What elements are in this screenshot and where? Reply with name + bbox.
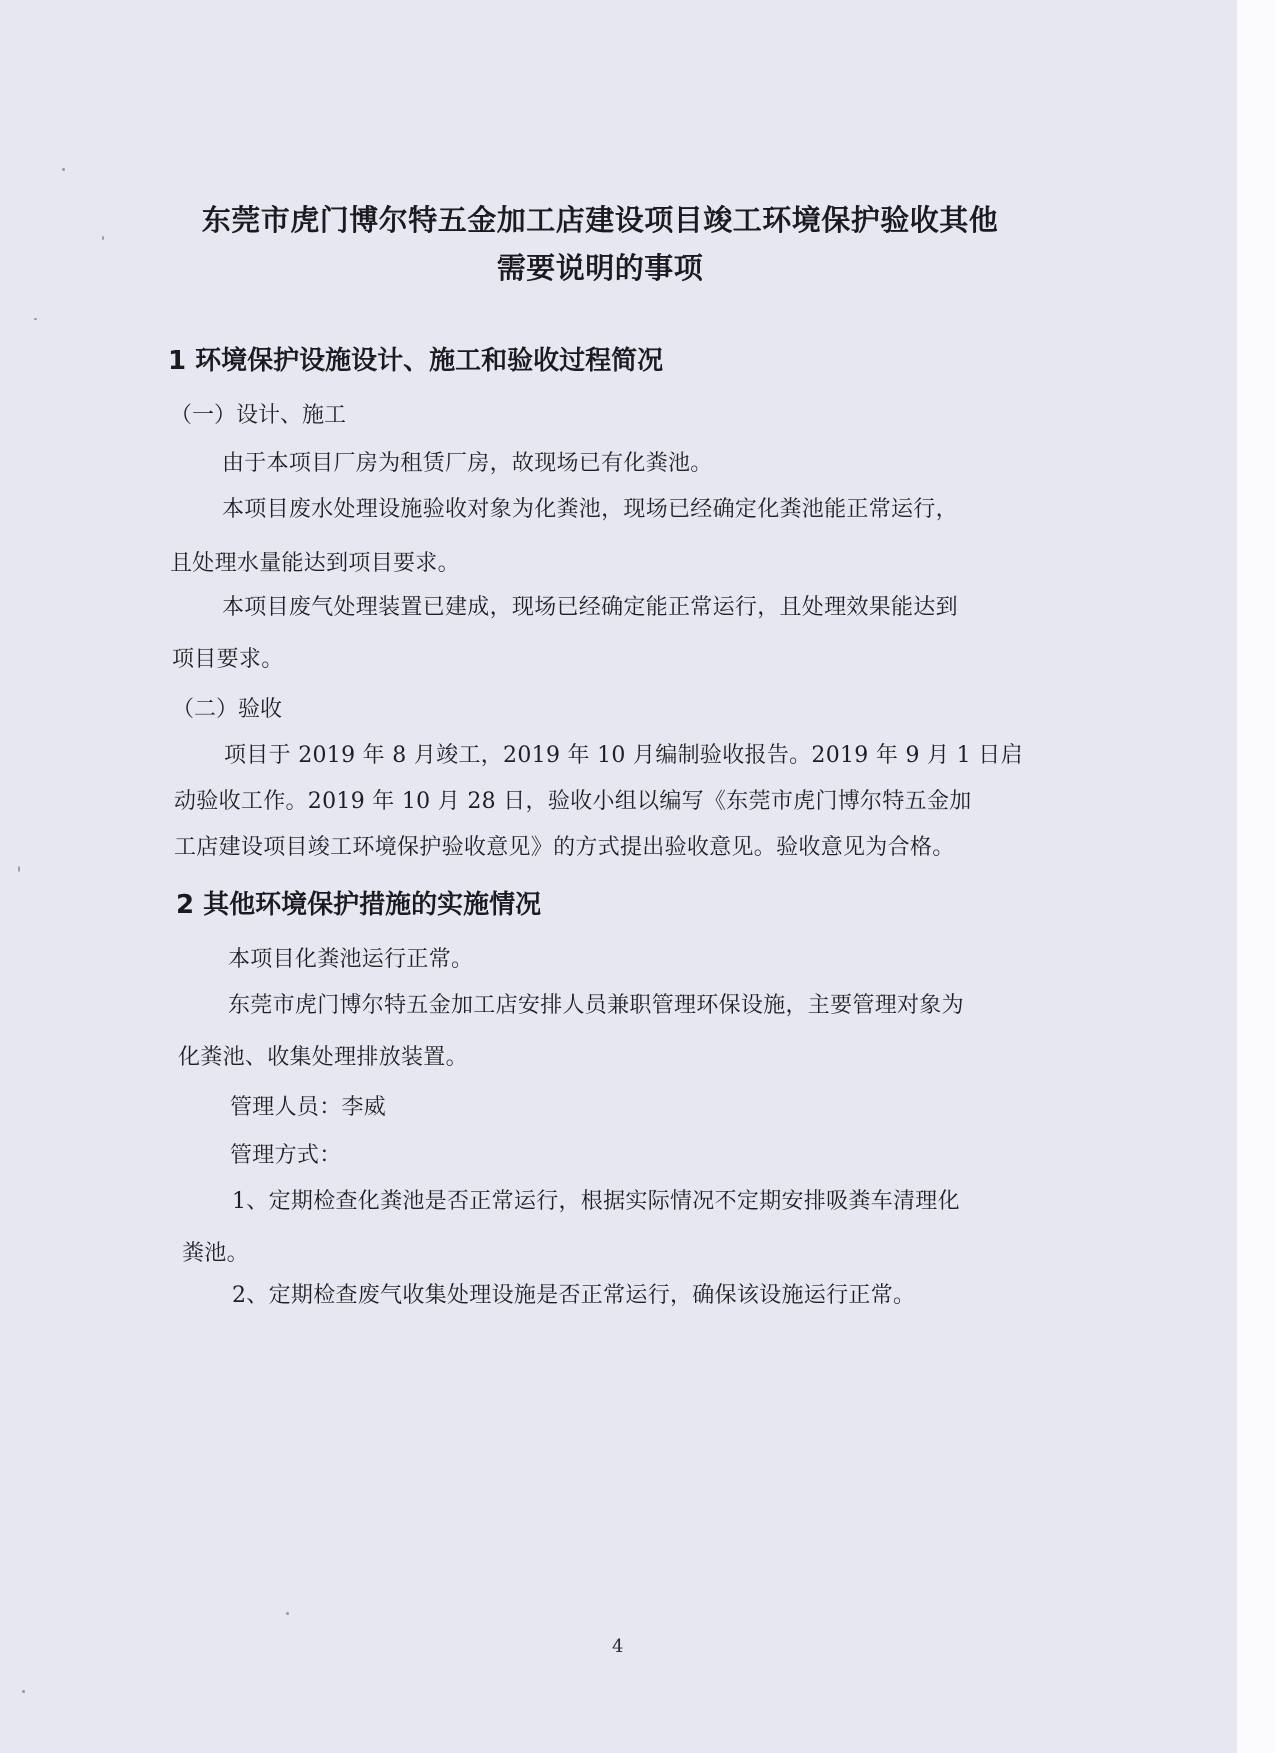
section2-item1-line2: 粪池。 [182,1241,249,1266]
section2-para1: 本项目化粪池运行正常。 [228,947,474,972]
section1-sub1-para3-line2: 项目要求。 [172,647,284,672]
section1-sub1-para2-line1: 本项目废水处理设施验收对象为化粪池，现场已经确定化粪池能正常运行， [222,497,958,522]
scan-speck [18,866,20,872]
section1-sub1-para1: 由于本项目厂房为租赁厂房，故现场已有化粪池。 [222,451,713,476]
section1-heading: 1 环境保护设施设计、施工和验收过程简况 [168,346,664,376]
section1-sub2-para1-line1: 项目于 2019 年 8 月竣工，2019 年 10 月编制验收报告。2019 年 9 月 1 日启 [224,743,1023,768]
document-title-line1: 东莞市虎门博尔特五金加工店建设项目竣工环境保护验收其他 [201,203,999,237]
section1-sub1-heading: （一）设计、施工 [170,403,347,428]
section1-sub2-para1-line3: 工店建设项目竣工环境保护验收意见》的方式提出验收意见。验收意见为合格。 [174,835,955,860]
section2-item2: 2、定期检查废气收集处理设施是否正常运行，确保该设施运行正常。 [232,1283,916,1308]
scan-speck [62,168,65,171]
scan-speck [102,236,104,240]
section2-item1-line1: 1、定期检查化粪池是否正常运行，根据实际情况不定期安排吸粪车清理化 [232,1189,960,1214]
section2-para2-line2: 化粪池、收集处理排放装置。 [178,1045,468,1070]
scan-speck [34,318,37,320]
section1-sub2-para1-line2: 动验收工作。2019 年 10 月 28 日，验收小组以编写《东莞市虎门博尔特五金加 [174,789,972,814]
scan-speck [286,1612,289,1615]
section2-para2-line1: 东莞市虎门博尔特五金加工店安排人员兼职管理环保设施，主要管理对象为 [228,993,964,1018]
section2-method-label: 管理方式： [230,1143,342,1168]
document-title-line2: 需要说明的事项 [496,251,704,285]
section2-manager: 管理人员：李威 [230,1095,387,1120]
page-number: 4 [612,1636,624,1657]
section1-sub2-heading: （二）验收 [172,697,283,722]
section1-sub1-para2-line2: 且处理水量能达到项目要求。 [170,551,460,576]
scan-speck [22,1690,25,1693]
section2-heading: 2 其他环境保护措施的实施情况 [176,890,542,920]
scan-margin-strip [1237,0,1275,1753]
section1-sub1-para3-line1: 本项目废气处理装置已建成，现场已经确定能正常运行，且处理效果能达到 [222,595,958,620]
